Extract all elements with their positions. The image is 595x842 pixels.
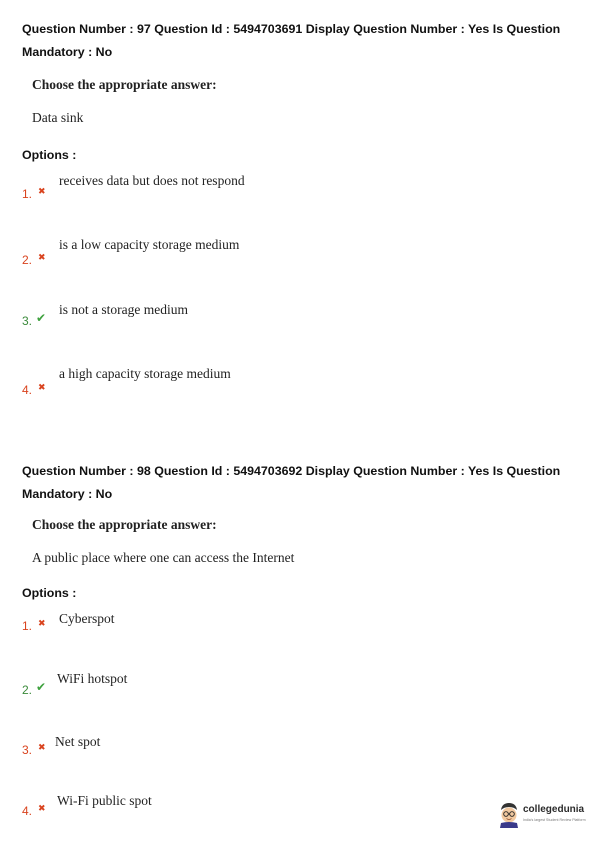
cross-icon: ✖	[38, 383, 46, 393]
option-number: 3.	[22, 314, 33, 328]
option-number: 2.	[22, 683, 33, 697]
question-header-line: Mandatory : No	[22, 487, 113, 501]
question-instruction: Choose the appropriate answer:	[32, 77, 217, 92]
cross-icon: ✖	[38, 743, 46, 753]
check-icon: ✔	[36, 680, 47, 694]
option-number: 1.	[22, 619, 33, 633]
option-number: 3.	[22, 743, 33, 757]
question-header-line: Mandatory : No	[22, 45, 113, 59]
option-number: 1.	[22, 187, 33, 201]
mascot-icon	[498, 802, 520, 828]
question-instruction: Choose the appropriate answer:	[32, 517, 217, 532]
question-header-line: Question Number : 98 Question Id : 5494703692 Display Question Number : Yes Is Question	[22, 464, 561, 478]
option-text: Wi-Fi public spot	[57, 793, 152, 808]
cross-icon: ✖	[38, 619, 46, 629]
question-header	[22, 18, 582, 64]
option-text: receives data but does not respond	[59, 173, 245, 188]
question-header	[22, 460, 582, 506]
cross-icon: ✖	[38, 187, 46, 197]
brand-tagline: India's largest Student Review Platform	[523, 818, 586, 822]
collegedunia-logo	[498, 800, 590, 830]
question-text: Data sink	[32, 110, 84, 125]
option-text: WiFi hotspot	[57, 671, 128, 686]
option-number: 4.	[22, 804, 33, 818]
option-text: Cyberspot	[59, 611, 115, 626]
question-text: A public place where one can access the Internet	[32, 550, 295, 565]
option-text: Net spot	[55, 734, 101, 749]
option-text: is a low capacity storage medium	[59, 237, 240, 252]
check-icon: ✔	[36, 311, 47, 325]
question-header-line: Question Number : 97 Question Id : 5494703691 Display Question Number : Yes Is Question	[22, 22, 561, 36]
options-label: Options :	[22, 586, 77, 600]
option-number: 2.	[22, 253, 33, 267]
options-label: Options :	[22, 148, 77, 162]
brand-name: collegedunia	[523, 804, 585, 815]
cross-icon: ✖	[38, 804, 46, 814]
option-number: 4.	[22, 383, 33, 397]
option-text: is not a storage medium	[59, 302, 188, 317]
cross-icon: ✖	[38, 253, 46, 263]
option-text: a high capacity storage medium	[59, 366, 231, 381]
